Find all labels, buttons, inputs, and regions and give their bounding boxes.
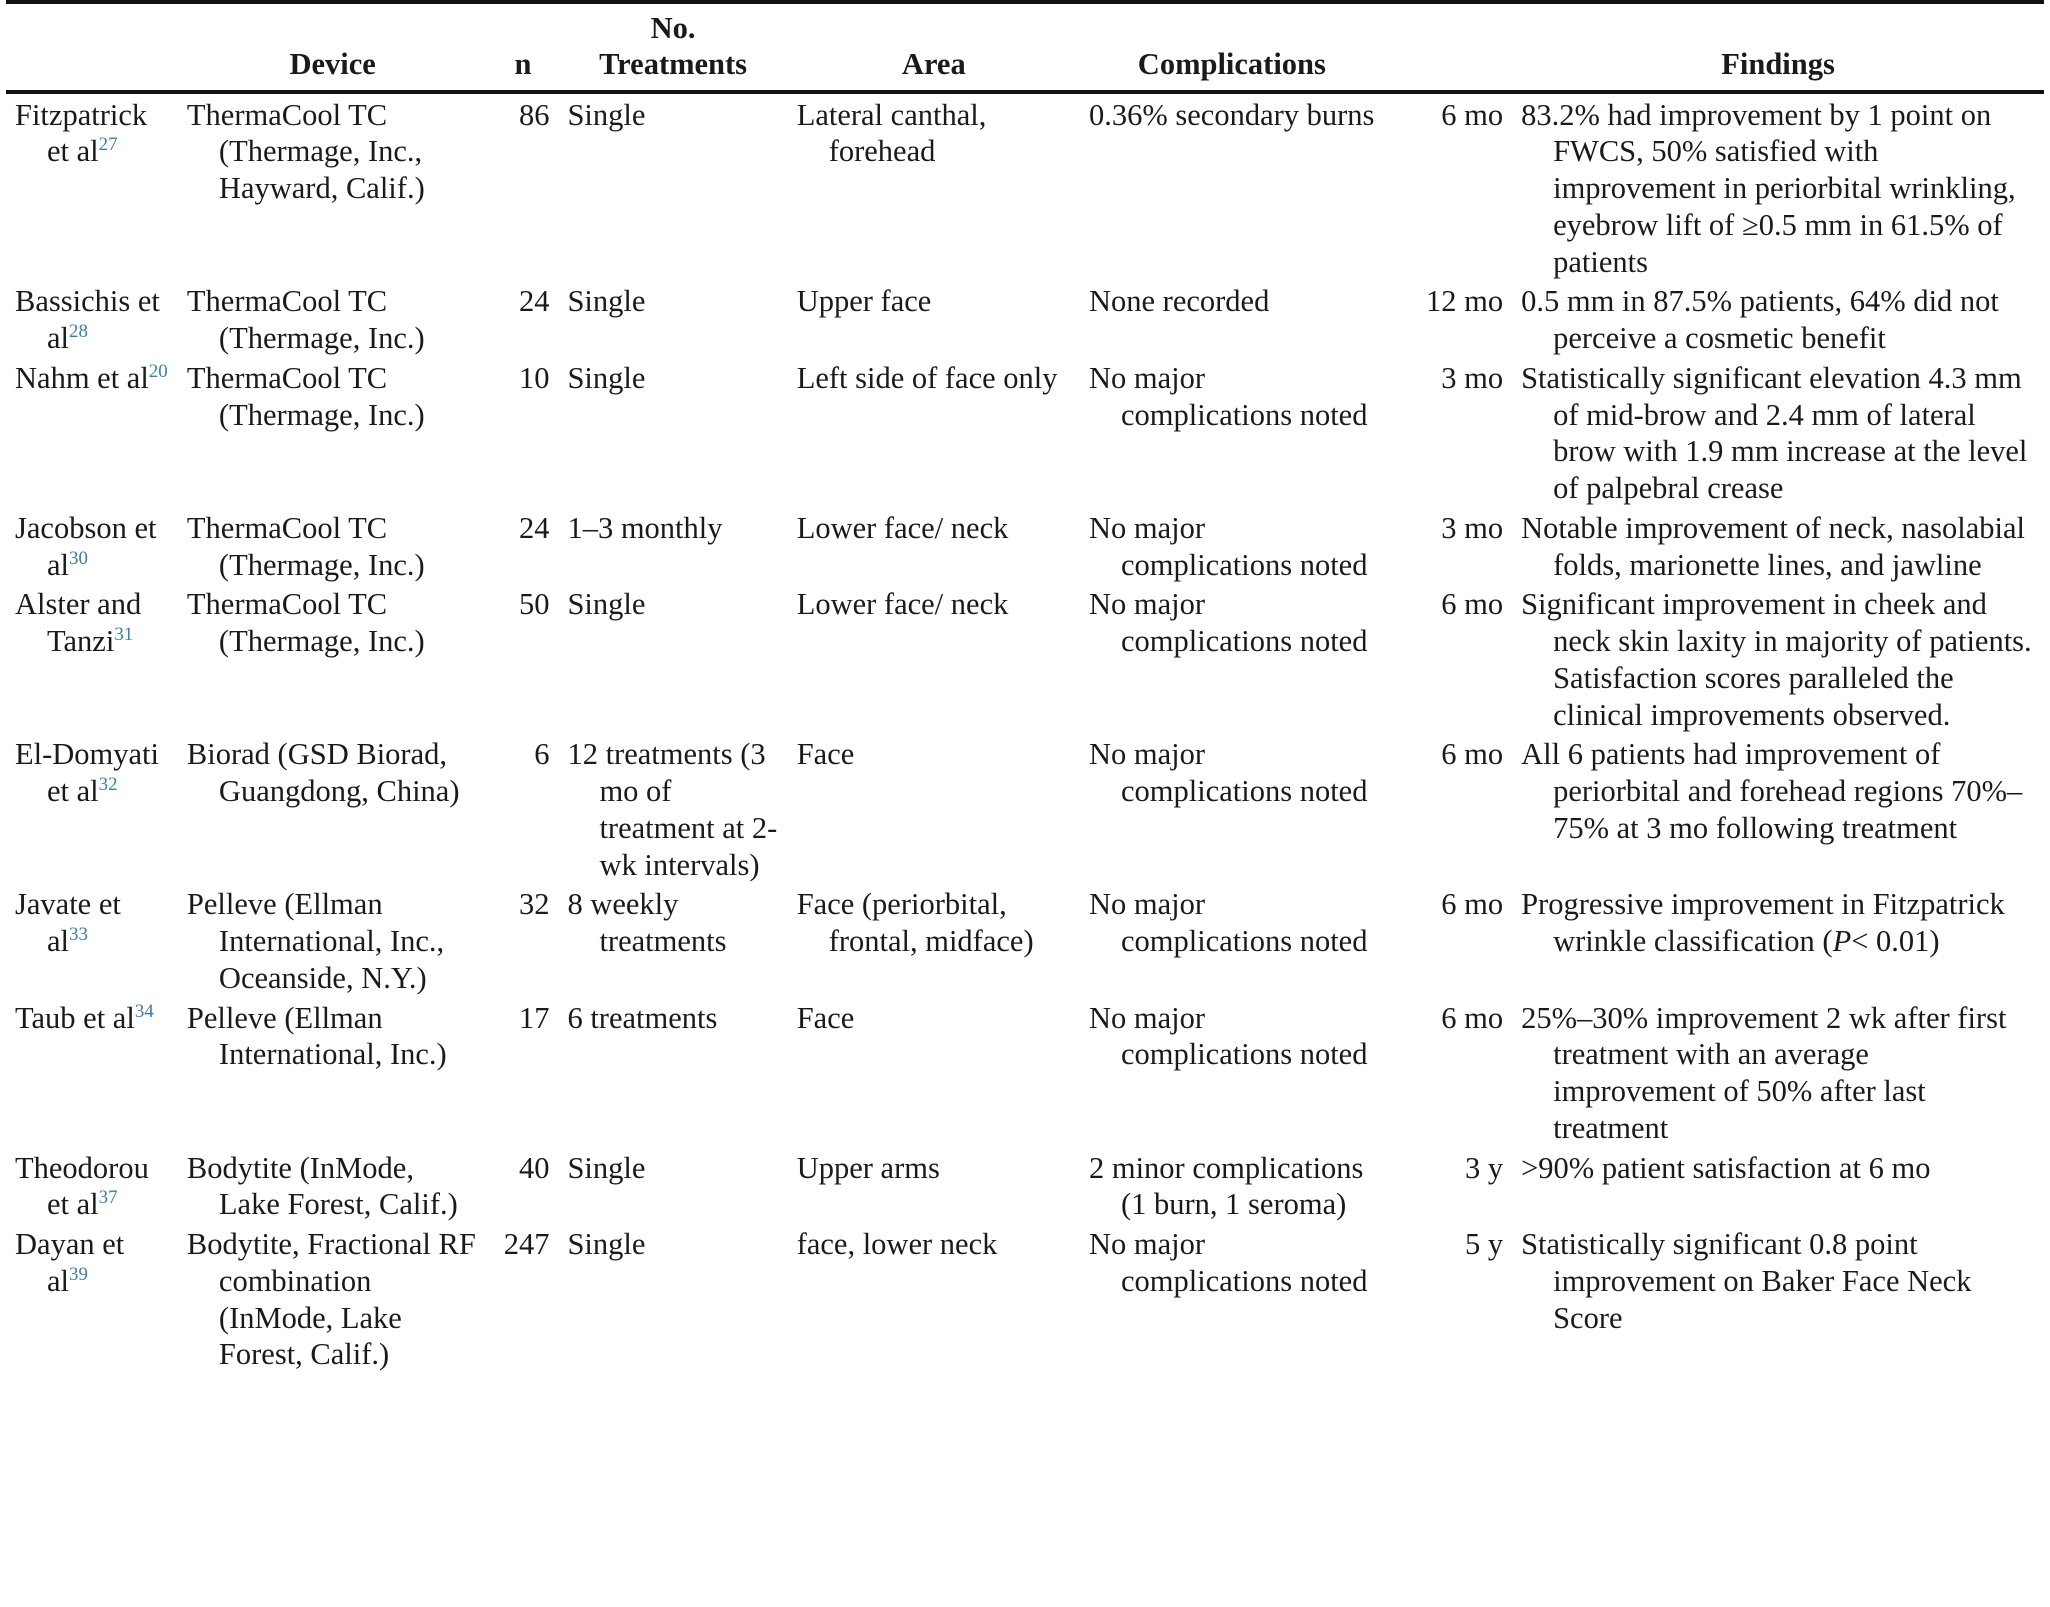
cell-n: 86: [518, 97, 550, 132]
cell-followup: 6 mo: [1441, 1000, 1504, 1035]
table-row: [6, 507, 2044, 584]
column-header-n: n: [487, 10, 558, 92]
cell-study: [6, 883, 178, 996]
table-row: [6, 1147, 2044, 1224]
table-row: [6, 280, 2044, 357]
cell-findings: 83.2% had improvement by 1 point on FWCS, 50% satisfied with improvement in periorbital wrinkling, eyebrow lift of ≥0.5 mm in 61.5% of patients: [1521, 97, 2016, 279]
cell-area: Left side of face only: [796, 360, 1058, 395]
cell-complications: No major complications noted: [1088, 887, 1368, 959]
cell-complications: No major complications noted: [1088, 587, 1368, 659]
cell-n: 17: [518, 1000, 550, 1035]
cell-n: 40: [518, 1150, 550, 1185]
cell-complications: No major complications noted: [1088, 1000, 1368, 1072]
cell-study: [6, 583, 178, 733]
cell-complications: None recorded: [1088, 284, 1270, 319]
table-row: [6, 1223, 2044, 1373]
cell-n: 50: [518, 587, 550, 622]
cell-device: ThermaCool TC (Thermage, Inc.): [186, 510, 425, 582]
cell-treatments: Single: [567, 1227, 646, 1262]
reference-superscript[interactable]: 34: [134, 1000, 154, 1022]
top-rule-cell: [6, 2, 2044, 10]
column-header-followup: [1384, 10, 1512, 92]
study-author: Bassichis et al$^{28}$: [15, 284, 160, 356]
cell-findings: Significant improvement in cheek and neck skin laxity in majority of patients. Satisfaction scores paralleled the clinical improvements observed.: [1521, 587, 2032, 732]
cell-followup: 6 mo: [1441, 587, 1504, 622]
cell-area: Lower face/ neck: [796, 510, 1009, 545]
cell-followup: 3 mo: [1441, 360, 1504, 395]
cell-findings: All 6 patients had improvement of periorbital and forehead regions 70%–75% at 3 mo following treatment: [1521, 737, 2023, 845]
cell-findings: 25%–30% improvement 2 wk after first treatment with an average improvement of 50% after last treatment: [1521, 1000, 2007, 1145]
reference-superscript[interactable]: 31: [114, 623, 134, 645]
cell-findings: >90% patient satisfaction at 6 mo: [1521, 1150, 1931, 1185]
cell-area: Upper face: [796, 284, 932, 319]
cell-findings: Notable improvement of neck, nasolabial folds, marionette lines, and jawline: [1521, 510, 2026, 582]
cell-study: [6, 733, 178, 883]
cell-study: [6, 997, 178, 1147]
cell-n: 10: [518, 360, 550, 395]
cell-treatments: 6 treatments: [567, 1000, 718, 1035]
cell-device: Bodytite, Fractional RF combination (InMode, Lake Forest, Calif.): [186, 1227, 476, 1372]
cell-followup: 6 mo: [1441, 737, 1504, 772]
cell-study: [6, 357, 178, 507]
cell-treatments: 12 treatments (3 mo of treatment at 2-wk intervals): [567, 737, 778, 882]
cell-area: Lower face/ neck: [796, 587, 1009, 622]
table-header: [6, 2, 2044, 92]
cell-study: [6, 1223, 178, 1373]
cell-study: [6, 507, 178, 584]
cell-device: ThermaCool TC (Thermage, Inc.): [186, 284, 425, 356]
table-row: [6, 733, 2044, 883]
cell-followup: 6 mo: [1441, 97, 1504, 132]
cell-area: Face (periorbital, frontal, midface): [796, 887, 1034, 959]
cell-n: 6: [534, 737, 550, 772]
cell-findings: Statistically significant elevation 4.3 mm of mid-brow and 2.4 mm of lateral brow with 1.9 mm increase at the level of palpebral crease: [1521, 360, 2028, 506]
table-top-rule: [6, 2, 2044, 10]
cell-treatments: Single: [567, 360, 646, 395]
cell-complications: No major complications noted: [1088, 1227, 1368, 1298]
cell-findings: Progressive improvement in Fitzpatrick wrinkle classification (P< 0.01): [1521, 887, 2005, 959]
cell-complications: No major complications noted: [1088, 737, 1368, 809]
cell-complications: No major complications noted: [1088, 510, 1368, 582]
cell-n: 24: [518, 284, 550, 319]
reference-superscript[interactable]: 33: [69, 923, 88, 945]
cell-findings: Statistically significant 0.8 point improvement on Baker Face Neck Score: [1521, 1227, 1972, 1335]
column-header-complications: Complications: [1080, 10, 1384, 92]
cell-followup: 5 y: [1464, 1227, 1504, 1262]
column-header-findings: Findings: [1512, 10, 2044, 92]
cell-followup: 3 mo: [1441, 510, 1504, 545]
cell-complications: No major complications noted: [1088, 360, 1368, 432]
cell-n: 247: [503, 1227, 550, 1262]
cell-treatments: 8 weekly treatments: [567, 887, 727, 959]
cell-followup: 12 mo: [1425, 284, 1504, 319]
study-author: Theodorou et al$^{37}$: [15, 1150, 149, 1222]
cell-device: Bodytite (InMode, Lake Forest, Calif.): [186, 1150, 458, 1222]
cell-followup: 6 mo: [1441, 887, 1504, 922]
table-body: [6, 92, 2044, 1374]
cell-device: ThermaCool TC (Thermage, Inc., Hayward, Calif.): [186, 97, 425, 206]
study-author: Jacobson et al$^{30}$: [15, 510, 157, 582]
study-author: Dayan et al$^{39}$: [15, 1227, 125, 1298]
reference-superscript[interactable]: 39: [69, 1263, 88, 1285]
column-header-area: Area: [788, 10, 1080, 92]
study-author: Javate et al$^{33}$: [15, 887, 121, 959]
cell-device: Biorad (GSD Biorad, Guangdong, China): [186, 737, 460, 809]
study-author: Nahm et al$^{20}$: [15, 360, 168, 395]
cell-area: Face: [796, 1000, 855, 1035]
column-header-treatments-line1: No.: [650, 11, 696, 45]
cell-device: Pelleve (Ellman International, Inc.): [186, 1000, 447, 1072]
column-header-treatments: [558, 10, 787, 92]
p-value-symbol: P: [1832, 924, 1852, 959]
cell-device: Pelleve (Ellman International, Inc., Oceanside, N.Y.): [186, 887, 445, 995]
study-author: Alster and Tanzi$^{31}$: [15, 587, 142, 659]
column-header-treatments-line2: Treatments: [599, 47, 748, 82]
cell-device: ThermaCool TC (Thermage, Inc.): [186, 360, 425, 432]
cell-area: Face: [796, 737, 855, 772]
cell-study: [6, 92, 178, 281]
table-row: [6, 583, 2044, 733]
study-author: Fitzpatrick et al$^{27}$: [15, 97, 148, 169]
cell-treatments: Single: [567, 587, 646, 622]
cell-area: Lateral canthal, forehead: [796, 97, 987, 169]
reference-superscript[interactable]: 32: [98, 773, 118, 795]
cell-study: [6, 280, 178, 357]
cell-treatments: Single: [567, 284, 646, 319]
reference-superscript[interactable]: 30: [69, 547, 88, 569]
reference-superscript[interactable]: 37: [98, 1187, 118, 1209]
table-row: [6, 357, 2044, 507]
cell-area: Upper arms: [796, 1150, 940, 1185]
cell-followup: 3 y: [1464, 1150, 1504, 1185]
cell-treatments: Single: [567, 1150, 646, 1185]
cell-device: ThermaCool TC (Thermage, Inc.): [186, 587, 425, 659]
reference-superscript[interactable]: 20: [148, 360, 168, 382]
cell-area: face, lower neck: [796, 1227, 998, 1262]
reference-superscript[interactable]: 27: [98, 134, 118, 156]
study-author: El-Domyati et al$^{32}$: [15, 737, 159, 809]
cell-treatments: 1–3 monthly: [567, 510, 723, 545]
cell-complications: 0.36% secondary burns: [1088, 97, 1375, 132]
study-author: Taub et al$^{34}$: [15, 1000, 154, 1035]
cell-treatments: Single: [567, 97, 646, 132]
header-row: [6, 10, 2044, 92]
column-header-study: [6, 10, 178, 92]
cell-findings: 0.5 mm in 87.5% patients, 64% did not perceive a cosmetic benefit: [1521, 284, 1999, 356]
table-row: [6, 92, 2044, 281]
table-row: [6, 997, 2044, 1147]
reference-superscript[interactable]: 28: [69, 320, 88, 342]
cell-n: 24: [518, 510, 550, 545]
cell-study: [6, 1147, 178, 1224]
cell-n: 32: [518, 887, 550, 922]
cell-complications: 2 minor complications (1 burn, 1 seroma): [1088, 1150, 1364, 1222]
table-row: [6, 883, 2044, 996]
column-header-device: Device: [178, 10, 487, 92]
radiofrequency-studies-table: [6, 0, 2044, 1373]
